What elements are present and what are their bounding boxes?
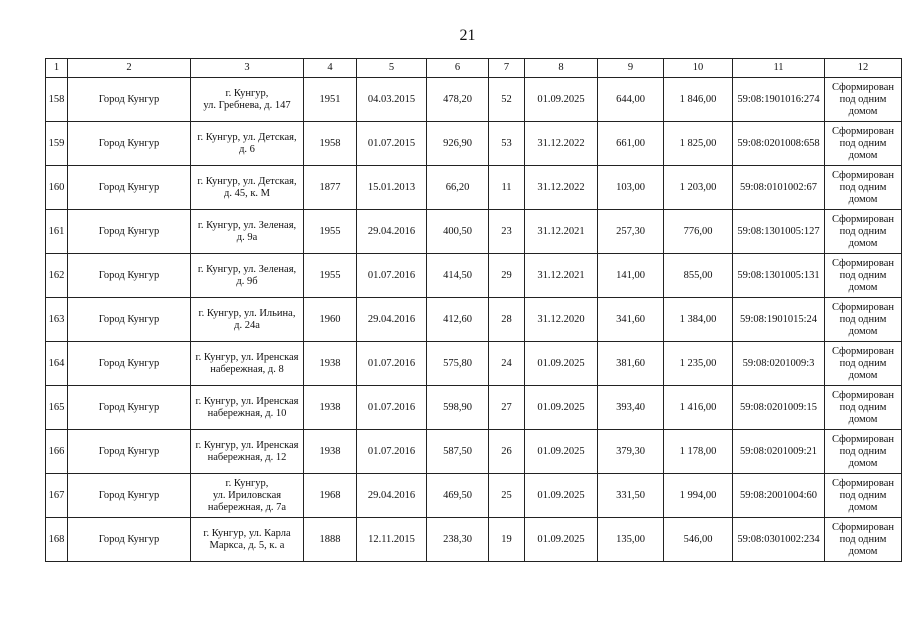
date-cell: 01.07.2016 (357, 254, 427, 298)
cadastral-number-cell: 59:08:0201009:15 (733, 386, 825, 430)
row-number: 163 (46, 298, 68, 342)
address-cell (191, 518, 304, 562)
address-cell-line: д. 45, к. М (223, 187, 271, 199)
status-cell (825, 78, 902, 122)
column-header: 2 (68, 59, 191, 78)
build-year-cell: 1938 (304, 386, 357, 430)
status-cell-line: домом (848, 281, 878, 293)
address-cell-line: ул. Ириловская (212, 489, 282, 501)
row-number: 158 (46, 78, 68, 122)
status-cell-line: домом (848, 237, 878, 249)
status-cell-line: Сформирован (831, 301, 894, 313)
deadline-cell: 01.09.2025 (525, 518, 598, 562)
cadastral-number-cell: 59:08:0201008:658 (733, 122, 825, 166)
column-header: 3 (191, 59, 304, 78)
address-cell-line: г. Кунгур, ул. Детская, (197, 131, 297, 143)
value-cell: 1 203,00 (664, 166, 733, 210)
address-cell-line: г. Кунгур, ул. Иренская (195, 439, 299, 451)
date-cell: 01.07.2016 (357, 386, 427, 430)
count-cell: 27 (489, 386, 525, 430)
table-row (46, 298, 902, 342)
status-cell-line: Сформирован (831, 433, 894, 445)
status-cell (825, 430, 902, 474)
status-cell-line: Сформирован (831, 521, 894, 533)
value-cell: 379,30 (598, 430, 664, 474)
value-cell: 341,60 (598, 298, 664, 342)
status-cell-line: Сформирован (831, 169, 894, 181)
build-year-cell: 1951 (304, 78, 357, 122)
housing-registry-table (45, 58, 902, 562)
cadastral-number-cell: 59:08:0201009:3 (733, 342, 825, 386)
area-cell: 412,60 (427, 298, 489, 342)
status-cell-line: Сформирован (831, 81, 894, 93)
row-number: 167 (46, 474, 68, 518)
status-cell-line: домом (848, 501, 878, 513)
column-header: 8 (525, 59, 598, 78)
address-cell-line: д. 9б (236, 275, 258, 287)
cadastral-number-cell: 59:08:1901016:274 (733, 78, 825, 122)
date-cell: 01.07.2015 (357, 122, 427, 166)
area-cell: 926,90 (427, 122, 489, 166)
address-cell-line: г. Кунгур, ул. Иренская (195, 395, 299, 407)
table-row (46, 386, 902, 430)
area-cell: 598,90 (427, 386, 489, 430)
address-cell (191, 78, 304, 122)
table-row (46, 342, 902, 386)
page-number: 21 (459, 27, 476, 44)
status-cell-line: домом (848, 193, 878, 205)
row-number: 160 (46, 166, 68, 210)
value-cell: 644,00 (598, 78, 664, 122)
municipality-cell: Город Кунгур (68, 254, 191, 298)
deadline-cell: 01.09.2025 (525, 430, 598, 474)
count-cell: 26 (489, 430, 525, 474)
municipality-cell: Город Кунгур (68, 298, 191, 342)
status-cell-line: домом (848, 457, 878, 469)
address-cell (191, 342, 304, 386)
deadline-cell: 31.12.2022 (525, 122, 598, 166)
build-year-cell: 1968 (304, 474, 357, 518)
value-cell: 661,00 (598, 122, 664, 166)
count-cell: 24 (489, 342, 525, 386)
municipality-cell: Город Кунгур (68, 210, 191, 254)
status-cell (825, 518, 902, 562)
row-number: 168 (46, 518, 68, 562)
municipality-cell: Город Кунгур (68, 122, 191, 166)
address-cell (191, 298, 304, 342)
deadline-cell: 01.09.2025 (525, 78, 598, 122)
deadline-cell: 31.12.2020 (525, 298, 598, 342)
cadastral-number-cell: 59:08:0301002:234 (733, 518, 825, 562)
build-year-cell: 1938 (304, 430, 357, 474)
column-header: 4 (304, 59, 357, 78)
value-cell: 141,00 (598, 254, 664, 298)
build-year-cell: 1955 (304, 254, 357, 298)
address-cell-line: г. Кунгур, ул. Иренская (195, 351, 299, 363)
table-row (46, 254, 902, 298)
address-cell (191, 254, 304, 298)
area-cell: 414,50 (427, 254, 489, 298)
area-cell: 469,50 (427, 474, 489, 518)
address-cell (191, 474, 304, 518)
deadline-cell: 01.09.2025 (525, 386, 598, 430)
count-cell: 23 (489, 210, 525, 254)
value-cell: 546,00 (664, 518, 733, 562)
status-cell-line: под одним (839, 445, 887, 457)
status-cell-line: под одним (839, 313, 887, 325)
municipality-cell: Город Кунгур (68, 386, 191, 430)
cadastral-number-cell: 59:08:1301005:131 (733, 254, 825, 298)
status-cell-line: домом (848, 413, 878, 425)
status-cell-line: под одним (839, 357, 887, 369)
address-cell (191, 210, 304, 254)
cadastral-number-cell: 59:08:1901015:24 (733, 298, 825, 342)
deadline-cell: 31.12.2022 (525, 166, 598, 210)
deadline-cell: 01.09.2025 (525, 474, 598, 518)
date-cell: 01.07.2016 (357, 430, 427, 474)
date-cell: 12.11.2015 (357, 518, 427, 562)
row-number: 162 (46, 254, 68, 298)
date-cell: 29.04.2016 (357, 474, 427, 518)
table-row (46, 210, 902, 254)
column-header: 7 (489, 59, 525, 78)
status-cell-line: Сформирован (831, 477, 894, 489)
date-cell: 29.04.2016 (357, 298, 427, 342)
municipality-cell: Город Кунгур (68, 474, 191, 518)
build-year-cell: 1960 (304, 298, 357, 342)
address-cell-line: д. 9а (236, 231, 258, 243)
value-cell: 257,30 (598, 210, 664, 254)
row-number: 159 (46, 122, 68, 166)
table-row (46, 518, 902, 562)
build-year-cell: 1955 (304, 210, 357, 254)
count-cell: 11 (489, 166, 525, 210)
municipality-cell: Город Кунгур (68, 518, 191, 562)
status-cell (825, 474, 902, 518)
column-header: 5 (357, 59, 427, 78)
status-cell-line: домом (848, 369, 878, 381)
row-number: 161 (46, 210, 68, 254)
address-cell-line: ул. Гребнева, д. 147 (203, 99, 291, 111)
count-cell: 19 (489, 518, 525, 562)
status-cell (825, 122, 902, 166)
value-cell: 135,00 (598, 518, 664, 562)
deadline-cell: 31.12.2021 (525, 210, 598, 254)
column-header: 6 (427, 59, 489, 78)
area-cell: 575,80 (427, 342, 489, 386)
address-cell-line: г. Кунгур, (225, 477, 269, 489)
row-number: 165 (46, 386, 68, 430)
address-cell-line: г. Кунгур, ул. Зеленая, (197, 219, 297, 231)
status-cell-line: под одним (839, 137, 887, 149)
status-cell-line: домом (848, 149, 878, 161)
status-cell (825, 166, 902, 210)
municipality-cell: Город Кунгур (68, 342, 191, 386)
value-cell: 1 384,00 (664, 298, 733, 342)
address-cell-line: г. Кунгур, ул. Зеленая, (197, 263, 297, 275)
area-cell: 478,20 (427, 78, 489, 122)
count-cell: 28 (489, 298, 525, 342)
address-cell-line: набережная, д. 10 (207, 407, 287, 419)
address-cell (191, 430, 304, 474)
value-cell: 1 994,00 (664, 474, 733, 518)
value-cell: 1 825,00 (664, 122, 733, 166)
cadastral-number-cell: 59:08:2001004:60 (733, 474, 825, 518)
column-header: 11 (733, 59, 825, 78)
area-cell: 400,50 (427, 210, 489, 254)
value-cell: 331,50 (598, 474, 664, 518)
address-cell-line: г. Кунгур, ул. Детская, (197, 175, 297, 187)
count-cell: 25 (489, 474, 525, 518)
area-cell: 587,50 (427, 430, 489, 474)
area-cell: 238,30 (427, 518, 489, 562)
status-cell (825, 386, 902, 430)
column-header: 10 (664, 59, 733, 78)
address-cell (191, 386, 304, 430)
table-row (46, 122, 902, 166)
value-cell: 855,00 (664, 254, 733, 298)
cadastral-number-cell: 59:08:0201009:21 (733, 430, 825, 474)
value-cell: 1 178,00 (664, 430, 733, 474)
date-cell: 29.04.2016 (357, 210, 427, 254)
value-cell: 393,40 (598, 386, 664, 430)
status-cell-line: под одним (839, 401, 887, 413)
table-row (46, 78, 902, 122)
status-cell-line: Сформирован (831, 389, 894, 401)
column-header: 1 (46, 59, 68, 78)
address-cell-line: д. 24а (234, 319, 260, 331)
count-cell: 29 (489, 254, 525, 298)
address-cell-line: набережная, д. 7а (207, 501, 287, 513)
address-cell-line: г. Кунгур, (225, 87, 269, 99)
status-cell-line: под одним (839, 93, 887, 105)
status-cell-line: под одним (839, 533, 887, 545)
cadastral-number-cell: 59:08:0101002:67 (733, 166, 825, 210)
column-header: 12 (825, 59, 902, 78)
row-number: 166 (46, 430, 68, 474)
table-row (46, 474, 902, 518)
row-number: 164 (46, 342, 68, 386)
deadline-cell: 31.12.2021 (525, 254, 598, 298)
area-cell: 66,20 (427, 166, 489, 210)
address-cell-line: г. Кунгур, ул. Карла (203, 527, 291, 539)
build-year-cell: 1877 (304, 166, 357, 210)
status-cell-line: под одним (839, 489, 887, 501)
address-cell-line: г. Кунгур, ул. Ильина, (198, 307, 296, 319)
build-year-cell: 1888 (304, 518, 357, 562)
status-cell-line: под одним (839, 225, 887, 237)
value-cell: 1 846,00 (664, 78, 733, 122)
address-cell (191, 166, 304, 210)
status-cell (825, 254, 902, 298)
municipality-cell: Город Кунгур (68, 78, 191, 122)
municipality-cell: Город Кунгур (68, 166, 191, 210)
status-cell-line: под одним (839, 181, 887, 193)
column-header: 9 (598, 59, 664, 78)
build-year-cell: 1958 (304, 122, 357, 166)
address-cell-line: Маркса, д. 5, к. а (209, 539, 285, 551)
build-year-cell: 1938 (304, 342, 357, 386)
deadline-cell: 01.09.2025 (525, 342, 598, 386)
status-cell-line: домом (848, 545, 878, 557)
count-cell: 53 (489, 122, 525, 166)
date-cell: 04.03.2015 (357, 78, 427, 122)
value-cell: 1 235,00 (664, 342, 733, 386)
address-cell-line: набережная, д. 8 (210, 363, 284, 375)
status-cell-line: домом (848, 325, 878, 337)
value-cell: 103,00 (598, 166, 664, 210)
value-cell: 381,60 (598, 342, 664, 386)
status-cell-line: Сформирован (831, 345, 894, 357)
table-row (46, 166, 902, 210)
value-cell: 776,00 (664, 210, 733, 254)
count-cell: 52 (489, 78, 525, 122)
status-cell-line: Сформирован (831, 125, 894, 137)
table-body (46, 78, 902, 562)
status-cell-line: Сформирован (831, 257, 894, 269)
status-cell (825, 210, 902, 254)
status-cell-line: домом (848, 105, 878, 117)
date-cell: 01.07.2016 (357, 342, 427, 386)
municipality-cell: Город Кунгур (68, 430, 191, 474)
date-cell: 15.01.2013 (357, 166, 427, 210)
status-cell-line: под одним (839, 269, 887, 281)
cadastral-number-cell: 59:08:1301005:127 (733, 210, 825, 254)
address-cell (191, 122, 304, 166)
table-row (46, 430, 902, 474)
status-cell (825, 342, 902, 386)
status-cell (825, 298, 902, 342)
header-row (46, 59, 902, 78)
address-cell-line: набережная, д. 12 (207, 451, 287, 463)
status-cell-line: Сформирован (831, 213, 894, 225)
address-cell-line: д. 6 (239, 143, 255, 155)
value-cell: 1 416,00 (664, 386, 733, 430)
